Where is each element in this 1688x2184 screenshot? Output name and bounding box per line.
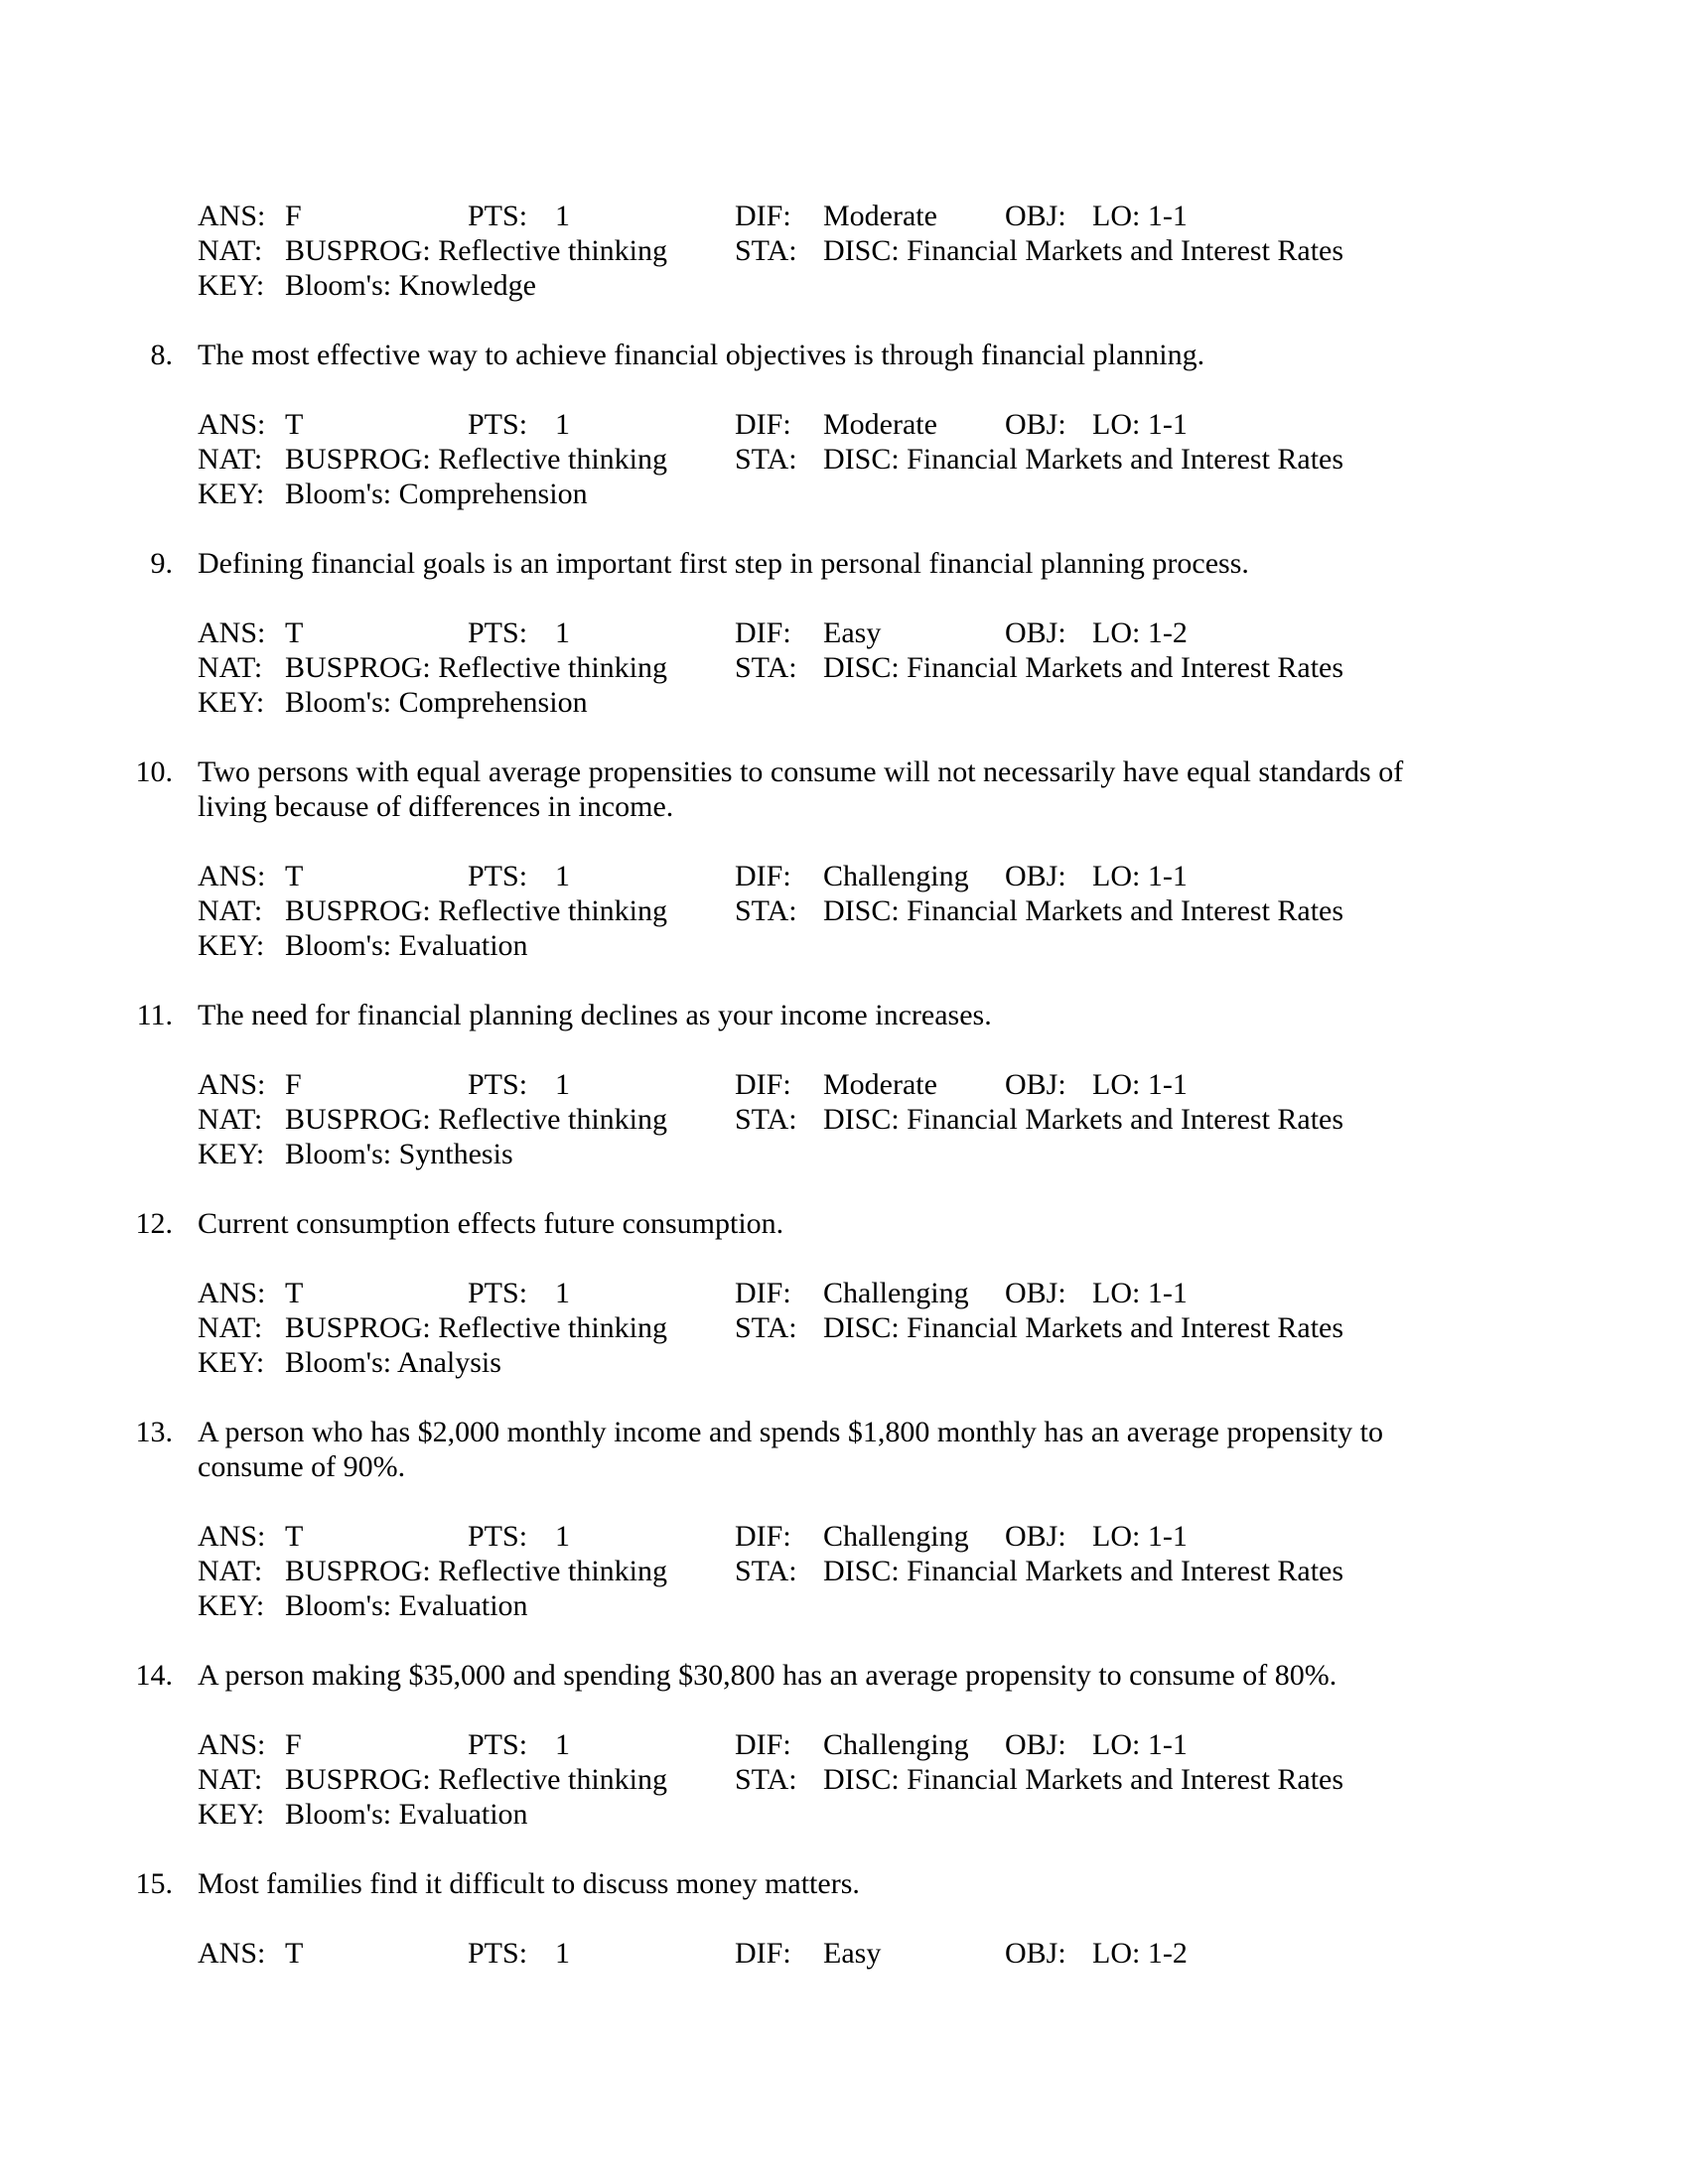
pts-value: 1 (555, 860, 570, 892)
question-number: 8. (150, 339, 173, 371)
ans-value: T (285, 616, 304, 649)
dif-value: Moderate (823, 200, 937, 232)
sta-label: STA: (735, 894, 797, 927)
sta-label: STA: (735, 1763, 797, 1796)
dif-label: DIF: (735, 200, 791, 232)
ans-label: ANS: (198, 1068, 266, 1101)
pts-value: 1 (555, 200, 570, 232)
dif-value: Moderate (823, 1068, 937, 1101)
pts-label: PTS: (468, 408, 528, 441)
nat-value: BUSPROG: Reflective thinking (285, 1311, 667, 1344)
dif-value: Challenging (823, 860, 969, 892)
question-line: Current consumption effects future consumption. (198, 1207, 784, 1240)
dif-label: DIF: (735, 860, 791, 892)
pts-value: 1 (555, 1520, 570, 1553)
obj-value: LO: 1-1 (1092, 408, 1188, 441)
sta-label: STA: (735, 443, 797, 476)
question-line: The most effective way to achieve financial objectives is through financial planning. (198, 339, 1205, 371)
dif-label: DIF: (735, 1277, 791, 1309)
question-number: 9. (150, 547, 173, 580)
nat-value: BUSPROG: Reflective thinking (285, 1763, 667, 1796)
obj-value: LO: 1-1 (1092, 200, 1188, 232)
nat-label: NAT: (198, 234, 263, 267)
pts-value: 1 (555, 1728, 570, 1761)
sta-value: DISC: Financial Markets and Interest Rates (823, 1103, 1344, 1136)
ans-value: T (285, 1937, 304, 1970)
key-label: KEY: (198, 686, 265, 719)
key-label: KEY: (198, 269, 265, 302)
obj-value: LO: 1-1 (1092, 1520, 1188, 1553)
pts-label: PTS: (468, 616, 528, 649)
ans-value: T (285, 1520, 304, 1553)
question-line: living because of differences in income. (198, 790, 674, 823)
key-value: Bloom's: Comprehension (285, 478, 588, 510)
ans-value: F (285, 1068, 302, 1101)
pts-label: PTS: (468, 1728, 528, 1761)
question-line: consume of 90%. (198, 1450, 406, 1483)
ans-label: ANS: (198, 860, 266, 892)
dif-label: DIF: (735, 1520, 791, 1553)
question-line: A person making $35,000 and spending $30,800 has an average propensity to consume of 80%. (198, 1659, 1337, 1692)
sta-label: STA: (735, 1311, 797, 1344)
nat-value: BUSPROG: Reflective thinking (285, 651, 667, 684)
sta-value: DISC: Financial Markets and Interest Rates (823, 1763, 1344, 1796)
sta-label: STA: (735, 651, 797, 684)
question-number: 10. (135, 755, 173, 788)
obj-label: OBJ: (1005, 408, 1066, 441)
dif-label: DIF: (735, 1937, 791, 1970)
question-line: The need for financial planning declines as your income increases. (198, 999, 992, 1031)
nat-value: BUSPROG: Reflective thinking (285, 1103, 667, 1136)
sta-label: STA: (735, 234, 797, 267)
question-number: 11. (136, 999, 173, 1031)
dif-value: Challenging (823, 1277, 969, 1309)
nat-label: NAT: (198, 1555, 263, 1587)
key-value: Bloom's: Knowledge (285, 269, 536, 302)
key-label: KEY: (198, 1138, 265, 1170)
obj-value: LO: 1-2 (1092, 1937, 1188, 1970)
nat-value: BUSPROG: Reflective thinking (285, 443, 667, 476)
question-line: Defining financial goals is an important first step in personal financial planning process. (198, 547, 1249, 580)
nat-value: BUSPROG: Reflective thinking (285, 1555, 667, 1587)
obj-label: OBJ: (1005, 1520, 1066, 1553)
pts-label: PTS: (468, 1068, 528, 1101)
question-number: 15. (135, 1867, 173, 1900)
dif-value: Easy (823, 1937, 882, 1970)
obj-label: OBJ: (1005, 1728, 1066, 1761)
obj-value: LO: 1-1 (1092, 1277, 1188, 1309)
pts-label: PTS: (468, 200, 528, 232)
obj-value: LO: 1-1 (1092, 860, 1188, 892)
pts-value: 1 (555, 1068, 570, 1101)
nat-value: BUSPROG: Reflective thinking (285, 234, 667, 267)
sta-value: DISC: Financial Markets and Interest Rates (823, 1311, 1344, 1344)
pts-label: PTS: (468, 860, 528, 892)
ans-label: ANS: (198, 1937, 266, 1970)
sta-value: DISC: Financial Markets and Interest Rates (823, 443, 1344, 476)
question-line: Most families find it difficult to discuss money matters. (198, 1867, 860, 1900)
sta-label: STA: (735, 1555, 797, 1587)
key-value: Bloom's: Evaluation (285, 1589, 528, 1622)
obj-value: LO: 1-1 (1092, 1068, 1188, 1101)
nat-value: BUSPROG: Reflective thinking (285, 894, 667, 927)
ans-value: F (285, 200, 302, 232)
pts-value: 1 (555, 1277, 570, 1309)
question-number: 13. (135, 1416, 173, 1448)
key-label: KEY: (198, 1346, 265, 1379)
pts-value: 1 (555, 616, 570, 649)
dif-label: DIF: (735, 1068, 791, 1101)
key-label: KEY: (198, 478, 265, 510)
ans-label: ANS: (198, 1520, 266, 1553)
dif-label: DIF: (735, 1728, 791, 1761)
dif-value: Moderate (823, 408, 937, 441)
nat-label: NAT: (198, 1763, 263, 1796)
obj-label: OBJ: (1005, 1068, 1066, 1101)
key-value: Bloom's: Synthesis (285, 1138, 513, 1170)
key-label: KEY: (198, 1589, 265, 1622)
obj-value: LO: 1-2 (1092, 616, 1188, 649)
pts-label: PTS: (468, 1937, 528, 1970)
key-value: Bloom's: Evaluation (285, 929, 528, 962)
ans-value: T (285, 1277, 304, 1309)
key-value: Bloom's: Analysis (285, 1346, 501, 1379)
key-value: Bloom's: Evaluation (285, 1798, 528, 1831)
sta-value: DISC: Financial Markets and Interest Rates (823, 894, 1344, 927)
ans-value: T (285, 408, 304, 441)
pts-label: PTS: (468, 1520, 528, 1553)
sta-label: STA: (735, 1103, 797, 1136)
dif-label: DIF: (735, 408, 791, 441)
ans-label: ANS: (198, 616, 266, 649)
pts-value: 1 (555, 408, 570, 441)
key-label: KEY: (198, 929, 265, 962)
ans-label: ANS: (198, 1277, 266, 1309)
ans-value: T (285, 860, 304, 892)
ans-label: ANS: (198, 200, 266, 232)
ans-label: ANS: (198, 1728, 266, 1761)
ans-label: ANS: (198, 408, 266, 441)
dif-value: Easy (823, 616, 882, 649)
key-label: KEY: (198, 1798, 265, 1831)
obj-label: OBJ: (1005, 200, 1066, 232)
question-line: A person who has $2,000 monthly income and spends $1,800 monthly has an average propensity to (198, 1416, 1383, 1448)
ans-value: F (285, 1728, 302, 1761)
sta-value: DISC: Financial Markets and Interest Rates (823, 651, 1344, 684)
obj-value: LO: 1-1 (1092, 1728, 1188, 1761)
nat-label: NAT: (198, 651, 263, 684)
nat-label: NAT: (198, 894, 263, 927)
question-number: 14. (135, 1659, 173, 1692)
dif-value: Challenging (823, 1520, 969, 1553)
question-line: Two persons with equal average propensities to consume will not necessarily have equal standards of (198, 755, 1404, 788)
question-number: 12. (135, 1207, 173, 1240)
obj-label: OBJ: (1005, 1277, 1066, 1309)
dif-value: Challenging (823, 1728, 969, 1761)
sta-value: DISC: Financial Markets and Interest Rates (823, 234, 1344, 267)
nat-label: NAT: (198, 1311, 263, 1344)
nat-label: NAT: (198, 1103, 263, 1136)
nat-label: NAT: (198, 443, 263, 476)
key-value: Bloom's: Comprehension (285, 686, 588, 719)
obj-label: OBJ: (1005, 860, 1066, 892)
sta-value: DISC: Financial Markets and Interest Rates (823, 1555, 1344, 1587)
obj-label: OBJ: (1005, 616, 1066, 649)
pts-label: PTS: (468, 1277, 528, 1309)
obj-label: OBJ: (1005, 1937, 1066, 1970)
pts-value: 1 (555, 1937, 570, 1970)
dif-label: DIF: (735, 616, 791, 649)
